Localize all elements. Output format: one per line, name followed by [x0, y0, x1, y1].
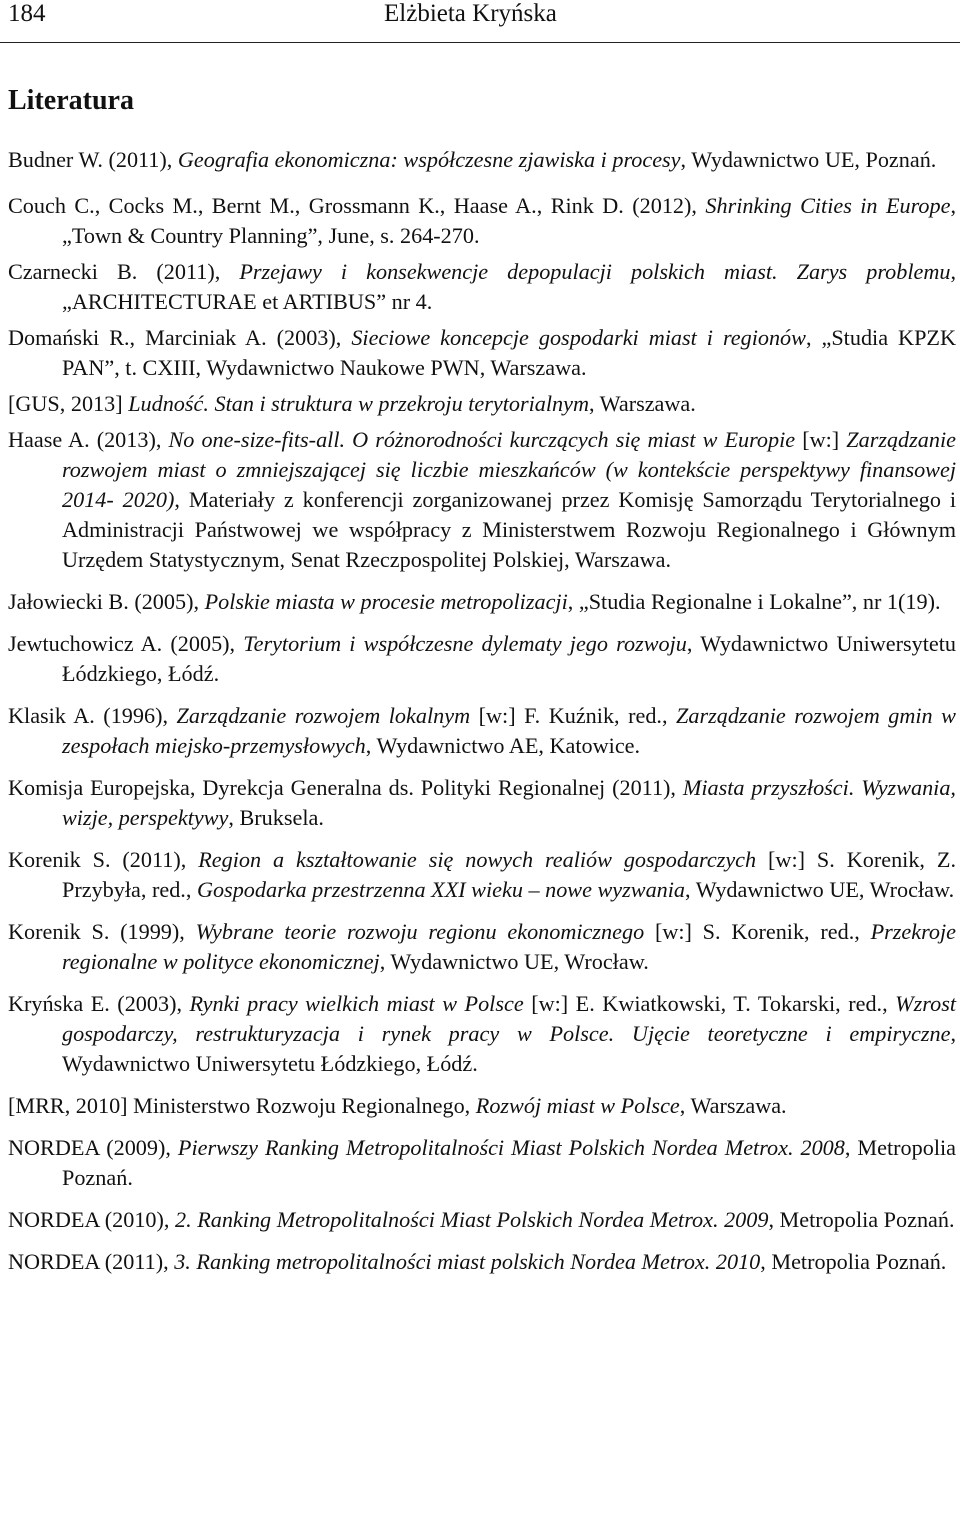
reference-title-italic: 3. Ranking metropolitalności miast polskich Nordea Metrox. 2010: [174, 1249, 761, 1274]
reference-text: Haase A. (2013),: [8, 427, 169, 452]
reference-text: NORDEA (2010),: [8, 1207, 176, 1232]
reference-title-italic: Rozwój miast w Polsce: [475, 1093, 680, 1118]
reference-title-italic: Pierwszy Ranking Metropolitalności Miast Polskich Nordea Metrox. 2008: [177, 1135, 845, 1160]
reference-text: Klasik A. (1996),: [8, 703, 177, 728]
reference-title-italic: Przejawy i konsekwencje depopulacji polskich miast. Zarys problemu: [239, 259, 951, 284]
reference-text: [GUS, 2013]: [8, 391, 129, 416]
reference-entry: [8, 917, 956, 977]
reference-text: Korenik S. (2011),: [8, 847, 199, 872]
reference-entry: [8, 989, 956, 1079]
reference-text: , Wydawnictwo UE, Poznań.: [680, 147, 937, 172]
reference-entry: [8, 773, 956, 833]
reference-entry: [8, 257, 956, 317]
reference-title-italic: Geografia ekonomiczna: współczesne zjawiska i procesy: [177, 147, 681, 172]
reference-text: , „Studia KPZK PAN”, t. CXIII, Wydawnictwo Naukowe PWN, Warszawa.: [62, 325, 956, 380]
reference-text: [w:] F. Kuźnik, red.,: [470, 703, 677, 728]
reference-entry: [8, 1091, 956, 1121]
page-header: [0, 0, 960, 43]
reference-title-italic: Region a kształtowanie się nowych realiów gospodarczych: [198, 847, 757, 872]
reference-text: [w:] S. Korenik, Z. Przybyła, red.,: [62, 847, 956, 902]
reference-title-italic: No one-size-fits-all. O różnorodności kurczących się miast w Europie: [168, 427, 796, 452]
reference-text: Komisja Europejska, Dyrekcja Generalna ds. Polityki Regionalnej (2011),: [8, 775, 683, 800]
reference-text: , Warszawa.: [588, 391, 696, 416]
running-head-author: Elżbieta Kryńska: [384, 0, 557, 27]
reference-title-italic: Zarządzanie rozwojem miast o zmniejszającej się liczbie mieszkańców (w kontekście perspektywy finansowej 2014- 2020): [62, 427, 956, 512]
reference-entry: [8, 191, 956, 251]
reference-text: , Wydawnictwo UE, Wrocław.: [379, 949, 649, 974]
reference-entry: [8, 1133, 956, 1193]
reference-text: Couch C., Cocks M., Bernt M., Grossmann K., Haase A., Rink D. (2012),: [8, 193, 706, 218]
reference-entry: [8, 587, 956, 617]
reference-text: NORDEA (2011),: [8, 1249, 175, 1274]
reference-text: , Warszawa.: [679, 1093, 787, 1118]
reference-text: , Wydawnictwo Uniwersytetu Łódzkiego, Łódź.: [62, 1021, 956, 1076]
reference-text: , „ARCHITECTURAE et ARTIBUS” nr 4.: [62, 259, 957, 314]
reference-text: , Metropolia Poznań.: [62, 1135, 956, 1190]
reference-list: [8, 145, 956, 1277]
reference-title-italic: Sieciowe koncepcje gospodarki miast i regionów: [351, 325, 806, 350]
page-number: 184: [8, 0, 46, 27]
reference-text: , Wydawnictwo AE, Katowice.: [365, 733, 641, 758]
reference-title-italic: Shrinking Cities in Europe: [705, 193, 951, 218]
reference-text: [w:] S. Korenik, red.,: [644, 919, 871, 944]
reference-title-italic: Rynki pracy wielkich miast w Polsce: [189, 991, 524, 1016]
reference-text: [w:]: [795, 427, 847, 452]
reference-text: , Materiały z konferencji zorganizowanej przez Komisję Samorządu Terytorialnego i Administracji Państwowej we współpracy z Ministerstwem Rozwoju Regionalnego i Głównym Urzędem Statystycznym, Senat Rzeczpospolitej Polskiej, Warszawa.: [62, 487, 956, 572]
section-title: Literatura: [8, 85, 134, 116]
reference-text: [MRR, 2010] Ministerstwo Rozwoju Regionalnego,: [8, 1093, 476, 1118]
reference-entry: [8, 629, 956, 689]
reference-text: Korenik S. (1999),: [8, 919, 196, 944]
reference-text: Kryńska E. (2003),: [8, 991, 190, 1016]
reference-text: Czarnecki B. (2011),: [8, 259, 240, 284]
reference-entry: [8, 701, 956, 761]
reference-text: , Metropolia Poznań.: [760, 1249, 947, 1274]
reference-title-italic: Wzrost gospodarczy, restrukturyzacja i rynek pracy w Polsce. Ujęcie teoretyczne i empiryczne: [62, 991, 956, 1046]
reference-title-italic: Wybrane teorie rozwoju regionu ekonomicznego: [195, 919, 645, 944]
reference-title-italic: Miasta przyszłości. Wyzwania, wizje, perspektywy: [62, 775, 956, 830]
reference-text: Domański R., Marciniak A. (2003),: [8, 325, 352, 350]
reference-title-italic: Polskie miasta w procesie metropolizacji: [204, 589, 568, 614]
reference-entry: [8, 425, 956, 575]
reference-entry: [8, 389, 956, 419]
reference-entry: [8, 145, 956, 175]
reference-text: , Bruksela.: [228, 805, 324, 830]
reference-entry: [8, 1247, 956, 1277]
reference-entry: [8, 845, 956, 905]
reference-title-italic: Terytorium i współczesne dylematy jego rozwoju: [243, 631, 687, 656]
reference-title-italic: Zarządzanie rozwojem gmin w zespołach miejsko-przemysłowych: [62, 703, 956, 758]
reference-text: , „Town & Country Planning”, June, s. 264-270.: [62, 193, 956, 248]
reference-text: Budner W. (2011),: [8, 147, 178, 172]
reference-text: , Metropolia Poznań.: [768, 1207, 955, 1232]
reference-entry: [8, 323, 956, 383]
reference-text: [w:] E. Kwiatkowski, T. Tokarski, red.,: [523, 991, 896, 1016]
reference-title-italic: Zarządzanie rozwojem lokalnym: [176, 703, 471, 728]
reference-title-italic: 2. Ranking Metropolitalności Miast Polskich Nordea Metrox. 2009: [175, 1207, 769, 1232]
reference-entry: [8, 1205, 956, 1235]
reference-title-italic: Przekroje regionalne w polityce ekonomicznej: [62, 919, 956, 974]
reference-text: , „Studia Regionalne i Lokalne”, nr 1(19).: [567, 589, 941, 614]
reference-title-italic: Ludność. Stan i struktura w przekroju terytorialnym: [128, 391, 589, 416]
reference-text: Jałowiecki B. (2005),: [8, 589, 205, 614]
reference-text: , Wydawnictwo UE, Wrocław.: [685, 877, 955, 902]
reference-text: NORDEA (2009),: [8, 1135, 178, 1160]
reference-text: Jewtuchowicz A. (2005),: [8, 631, 244, 656]
reference-text: , Wydawnictwo Uniwersytetu Łódzkiego, Łódź.: [62, 631, 956, 686]
reference-title-italic: Gospodarka przestrzenna XXI wieku – nowe wyzwania: [196, 877, 686, 902]
